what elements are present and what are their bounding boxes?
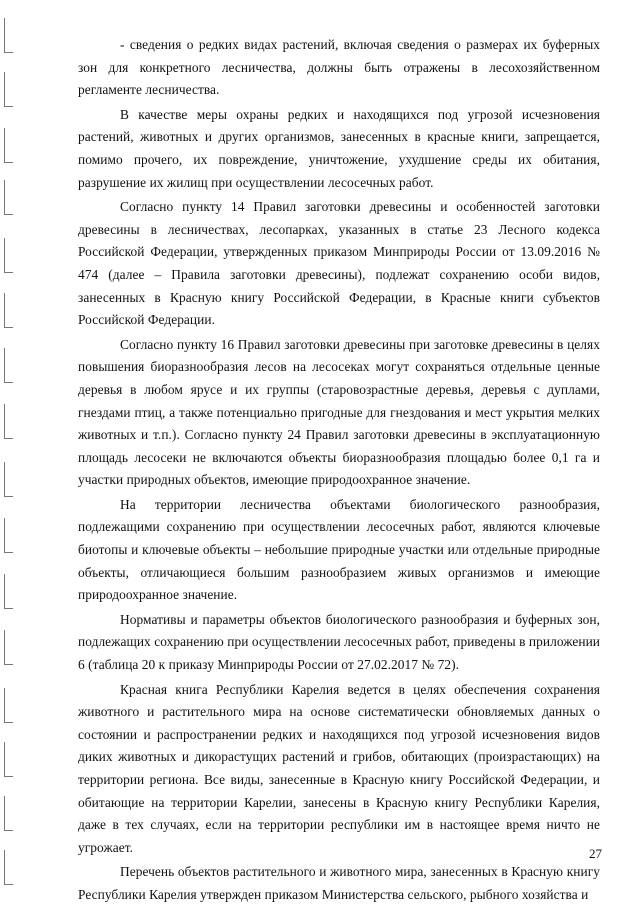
binding-mark (4, 293, 13, 328)
paragraph: Красная книга Республики Карелия ведется в целях обеспечения сохранения животного и растительного мира на основе систематически обновляемых данных о состоянии и распространении редких и находящихся под угрозой исчезновения видов диких животных и дикорастущих растений и грибов, обитающих (произрастающих) на территории региона. Все виды, занесенные в Красную книгу Российской Федерации, и обитающие на территории Карелии, занесены в Красную книгу Республики Карелия, даже в тех случаях, если на территории республики им в настоящее время ничто не угрожает. (78, 681, 600, 855)
paragraph: Согласно пункту 16 Правил заготовки древесины при заготовке древесины в целях повышения биоразнообразия лесов на лесосеках могут сохраняться отдельные ценные деревья в любом ярусе и их группы (старовозрастные деревья, деревья с дуплами, гнездами птиц, а также потенциально пригодные для гнездования и мест укрытия мелких животных и т.п.). Согласно пункту 24 Правил заготовки древесины в эксплуатационную площадь лесосеки не включаются объекты биоразнообразия площадью более 0,1 га и участки природных объектов, имеющие природоохранное значение. (78, 336, 600, 488)
paragraph: Нормативы и параметры объектов биологического разнообразия и буферных зон, подлежащих сохранению при осуществлении лесосечных работ, приведены в приложении 6 (таблица 20 к приказу Минприроды России от 27.02.2017 № 72). (78, 611, 600, 673)
binding-mark (4, 742, 13, 777)
binding-margin-marks (0, 0, 22, 905)
binding-mark (4, 128, 13, 163)
binding-mark (4, 404, 13, 439)
paragraph: Перечень объектов растительного и животного мира, занесенных в Красную книгу Республики Карелия утвержден приказом Министерства сельского, рыбного хозяйства и (78, 864, 600, 902)
binding-mark (4, 796, 13, 831)
binding-mark (4, 348, 13, 383)
binding-mark (4, 238, 13, 273)
paragraph: - сведения о редких видах растений, включая сведения о размерах их буферных зон для конкретного лесничества, должны быть отражены в лесохозяйственном регламенте лесничества. (78, 37, 600, 98)
binding-mark (4, 72, 13, 107)
binding-mark (4, 518, 13, 553)
binding-mark (4, 850, 13, 885)
page-number: 27 (589, 846, 602, 861)
binding-mark (4, 18, 13, 53)
paragraph: В качестве меры охраны редких и находящихся под угрозой исчезновения растений, животных и других организмов, занесенных в красные книги, запрещается, помимо прочего, их повреждение, уничтожение, ухудшение среды их обитания, разрушение их жилищ при осуществлении лесосечных работ. (78, 106, 600, 190)
binding-mark (4, 630, 13, 665)
paragraph: На территории лесничества объектами биологического разнообразия, подлежащими сохранению при осуществлении лесосечных работ, являются ключевые биотопы и ключевые объекты – небольшие природные участки или отдельные природные объекты, отличающиеся большим разнообразием живых организмов и имеющие природоохранное значение. (78, 496, 600, 603)
binding-mark (4, 574, 13, 609)
binding-mark (4, 688, 13, 723)
paragraph: Согласно пункту 14 Правил заготовки древесины и особенностей заготовки древесины в лесничествах, лесопарках, указанных в статье 23 Лесного кодекса Российской Федерации, утвержденных приказом Минприроды России от 13.09.2016 № 474 (далее – Правила заготовки древесины), подлежат сохранению особи видов, занесенных в Красную книгу Российской Федерации, в Красные книги субъектов Российской Федерации. (78, 199, 600, 328)
body-text (78, 34, 600, 909)
binding-mark (4, 462, 13, 497)
binding-mark (4, 180, 13, 215)
